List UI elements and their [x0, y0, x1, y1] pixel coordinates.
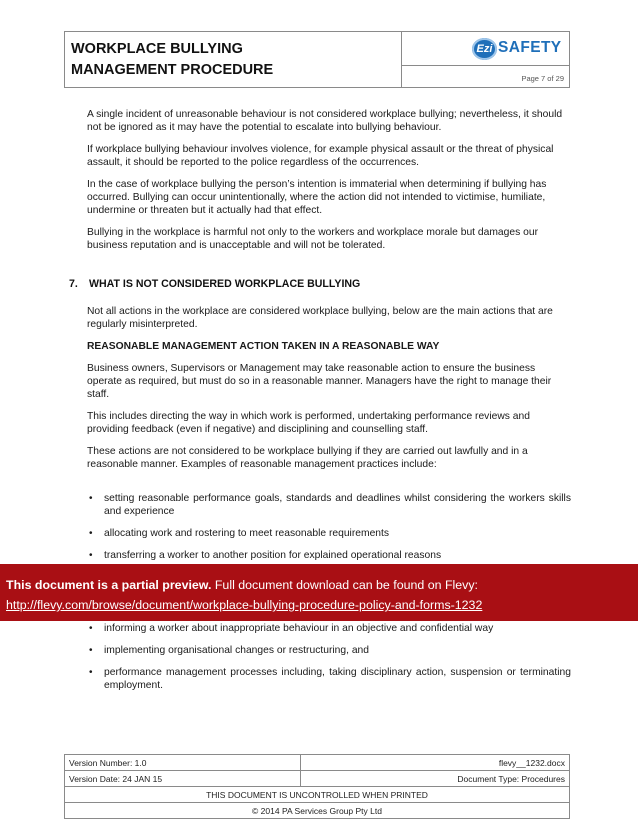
page-number: Page 7 of 29 — [521, 74, 564, 83]
uncontrolled-notice: THIS DOCUMENT IS UNCONTROLLED WHEN PRINTED — [65, 787, 570, 803]
list-item: • allocating work and rostering to meet reasonable requirements — [89, 528, 390, 539]
banner-rest: Full document download can be found on Flevy: — [211, 578, 478, 592]
ezi-logo-badge: Ezi — [472, 38, 497, 60]
section-intro: Not all actions in the workplace are considered workplace bullying, below are the main actions that are regularly misinterpreted. — [87, 306, 553, 330]
paragraph: In the case of workplace bullying the person’s intention is immaterial when determining if bullying has occurred. Bullying can occur unintentionally, where the action did not intended to victimise, humiliate, undermine or threaten but it actually had that effect. — [87, 179, 547, 216]
bullet-icon: • — [89, 493, 93, 504]
title-line-2: MANAGEMENT PROCEDURE — [71, 62, 274, 78]
logo-cell — [402, 32, 569, 66]
list-item: • setting reasonable performance goals, standards and deadlines whilst considering the workers skills and experience — [89, 493, 571, 517]
body-text-top — [87, 108, 563, 261]
paragraph: A single incident of unreasonable behaviour is not considered workplace bullying; nevertheless, it should not be ignored as it may have the potential to escalate into bullying behaviour. — [87, 109, 563, 133]
title-line-1: WORKPLACE BULLYING — [71, 41, 243, 57]
bullet-icon: • — [89, 623, 93, 634]
file-name: flevy__1232.docx — [300, 755, 569, 771]
version-number: Version Number: 1.0 — [65, 755, 301, 771]
paragraph: Business owners, Supervisors or Management may take reasonable action to ensure the business operate as required, but must do so in a reasonable manner. Managers have the right to manage their staff. — [87, 363, 552, 400]
section-title: WHAT IS NOT CONSIDERED WORKPLACE BULLYING — [88, 278, 361, 290]
preview-banner — [0, 564, 638, 621]
section-number: 7. — [69, 278, 78, 290]
list-item: • informing a worker about inappropriate behaviour in an objective and confidential way — [89, 623, 494, 634]
bullet-icon: • — [89, 667, 93, 678]
section-heading — [69, 278, 360, 290]
document-type: Document Type: Procedures — [300, 771, 569, 787]
bullet-icon: • — [89, 645, 93, 656]
paragraph: This includes directing the way in which work is performed, undertaking performance reviews and providing feedback (even if negative) and disciplining and counselling staff. — [87, 411, 530, 435]
paragraph: These actions are not considered to be workplace bullying if they are carried out lawfully and in a reasonable manner. Examples of reasonable management practices include: — [87, 446, 528, 470]
list-item: • implementing organisational changes or restructuring, and — [89, 645, 370, 656]
paragraph: Bullying in the workplace is harmful not only to the workers and workplace morale but damages our business reputation and is unacceptable and will not be tolerated. — [87, 227, 539, 251]
copyright: © 2014 PA Services Group Pty Ltd — [65, 803, 570, 819]
list-item: • performance management processes including, taking disciplinary action, suspension or terminating employment. — [89, 667, 571, 691]
version-date: Version Date: 24 JAN 15 — [65, 771, 301, 787]
document-title — [65, 32, 402, 87]
ezi-safety-logo-word: SAFETY — [498, 39, 562, 56]
list-item: • transferring a worker to another position for explained operational reasons — [89, 550, 442, 561]
bullet-list-bottom — [87, 622, 571, 701]
bullet-icon: • — [89, 550, 93, 561]
banner-strong: This document is a partial preview. — [6, 578, 212, 592]
bullet-icon: • — [89, 528, 93, 539]
section-body — [87, 305, 563, 480]
paragraph: If workplace bullying behaviour involves violence, for example physical assault or the threat of physical assault, it should be reported to the police regardless of the occurrences. — [87, 144, 554, 168]
subheading: REASONABLE MANAGEMENT ACTION TAKEN IN A REASONABLE WAY — [87, 341, 440, 352]
banner-text — [6, 575, 638, 595]
document-header — [64, 31, 570, 88]
flevy-download-link[interactable]: http://flevy.com/browse/document/workplace-bullying-procedure-policy-and-forms-1232 — [6, 598, 483, 612]
bullet-list-top — [87, 492, 571, 571]
document-footer — [64, 754, 570, 819]
